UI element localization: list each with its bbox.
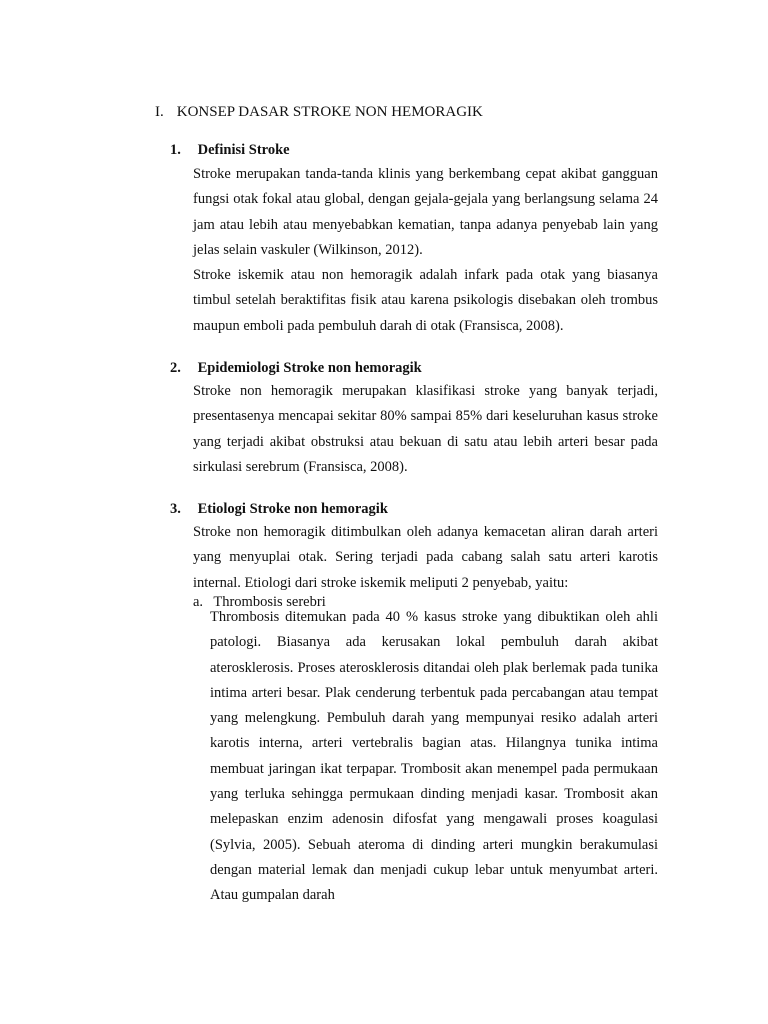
main-heading [155, 102, 483, 122]
paragraph-definisi-1: Stroke merupakan tanda-tanda klinis yang berkembang cepat akibat gangguan fungsi otak fokal atau global, dengan gejala-gejala yang berlangsung selama 24 jam atau lebih atau menyebabkan kematian, tanpa adanya penyebab lain yang jelas selain vaskuler (Wilkinson, 2012). [193, 166, 658, 258]
section-number: 1. [170, 142, 181, 158]
main-heading-title: KONSEP DASAR STROKE NON HEMORAGIK [176, 104, 483, 120]
section-title-text: Epidemiologi Stroke non hemoragik [197, 360, 422, 376]
paragraph-etiologi: Stroke non hemoragik ditimbulkan oleh adanya kemacetan aliran darah arteri yang menyuplai otak. Sering terjadi pada cabang salah satu arteri karotis internal. Etiologi dari stroke iskemik meliputi 2 penyebab, yaitu: [193, 524, 658, 591]
section-number: 3. [170, 501, 181, 517]
section-title-etiologi [170, 499, 388, 519]
section-title-text: Etiologi Stroke non hemoragik [197, 501, 388, 517]
main-heading-number: I. [155, 104, 164, 120]
section-title-definisi [170, 140, 290, 160]
paragraph-definisi-2: Stroke iskemik atau non hemoragik adalah infark pada otak yang biasanya timbul setelah beraktifitas fisik atau karena psikologis disebakan oleh trombus maupun emboli pada pembuluh darah di otak (Fransisca, 2008). [193, 267, 658, 334]
section-title-text: Definisi Stroke [197, 142, 290, 158]
paragraph-thrombosis: Thrombosis ditemukan pada 40 % kasus stroke yang dibuktikan oleh ahli patologi. Biasanya ada kerusakan lokal pembuluh darah akibat aterosklerosis. Proses aterosklerosis ditandai oleh plak berlemak pada tunika intima arteri besar. Plak cenderung terbentuk pada percabangan atau tempat yang melengkung. Pembuluh darah yang mempunyai resiko adalah arteri karotis interna, arteri vertebralis bagian atas. Hilangnya tunika intima membuat jaringan ikat terpapar. Trombosit akan menempel pada permukaan yang terluka sehingga permukaan dinding menjadi kasar. Trombosit akan melepaskan enzim adenosin difosfat yang mengawali proses koagulasi (Sylvia, 2005). Sebuah ateroma di dinding arteri mungkin berakumulasi dengan material lemak dan menjadi cukup lebar untuk menyumbat arteri. Atau gumpalan darah [210, 609, 658, 904]
section-number: 2. [170, 360, 181, 376]
subsection-label: a. [193, 594, 204, 610]
subsection-title-text: Thrombosis serebri [213, 594, 326, 610]
section-title-epidemiologi [170, 358, 422, 378]
paragraph-epidemiologi: Stroke non hemoragik merupakan klasifikasi stroke yang banyak terjadi, presentasenya mencapai sekitar 80% sampai 85% dari keseluruhan kasus stroke yang terjadi akibat obstruksi atau bekuan di satu atau lebih arteri besar pada sirkulasi serebrum (Fransisca, 2008). [193, 383, 658, 475]
